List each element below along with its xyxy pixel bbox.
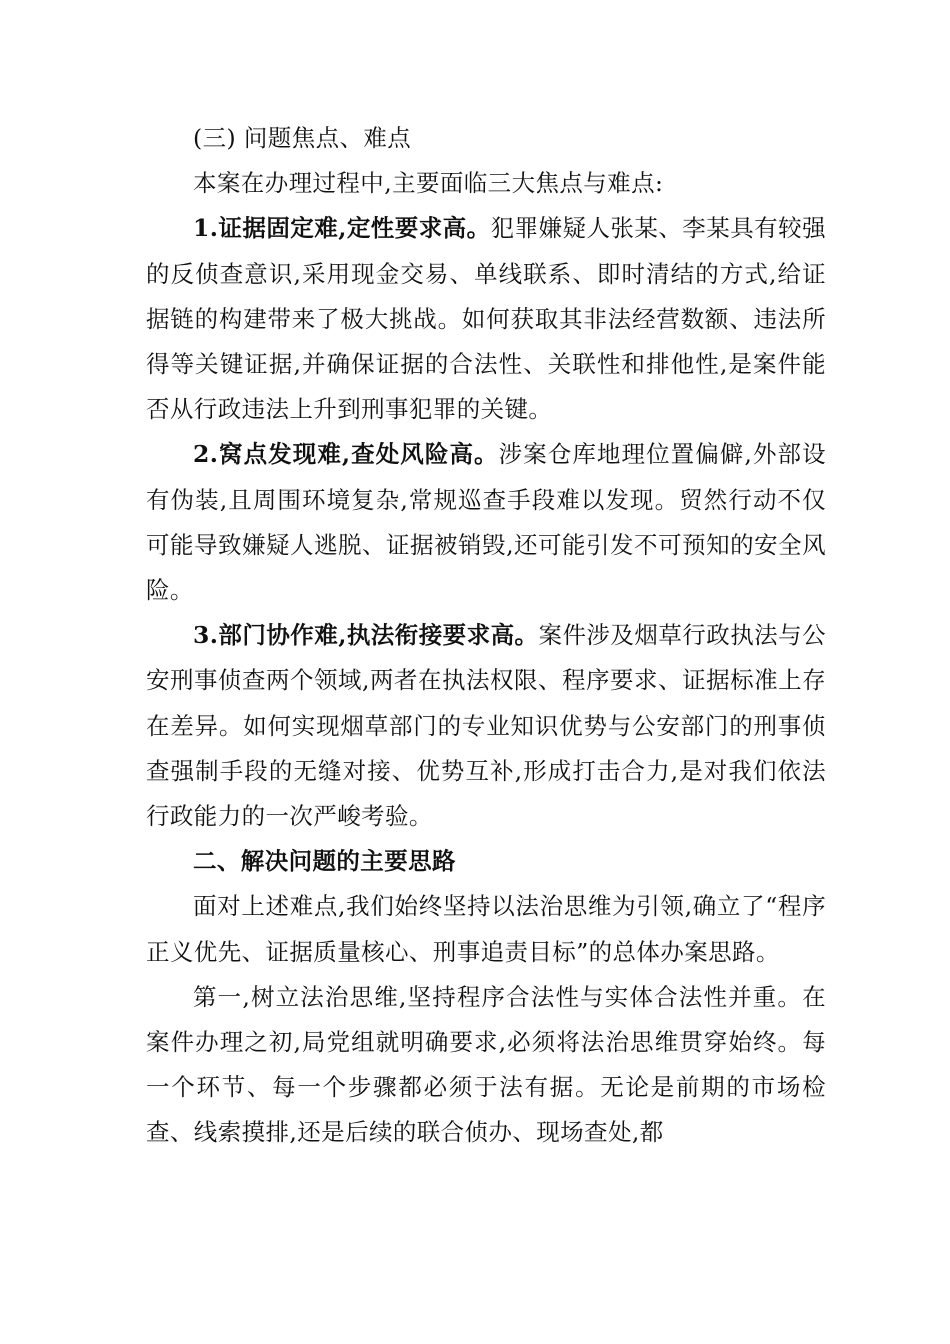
document-body	[146, 116, 826, 1156]
intro-paragraph: 本案在办理过程中,主要面临三大焦点与难点:	[193, 169, 664, 198]
point-paragraph-3	[146, 613, 826, 839]
point-body-2: 涉案仓库地理位置偏僻,外部设有伪装,且周围环境复杂,常规巡查手段难以发现。贸然行动不仅可能导致嫌疑人逃脱、证据被销毁,还可能引发不可预知的安全风险。	[146, 440, 826, 605]
point-paragraph-1	[146, 206, 826, 432]
point-paragraph-2	[146, 432, 826, 613]
section-heading: 二、解决问题的主要思路	[193, 847, 456, 876]
point-body-1: 犯罪嫌疑人张某、李某具有较强的反侦查意识,采用现金交易、单线联系、即时清结的方式,给证据链的构建带来了极大挑战。如何获取其非法经营数额、违法所得等关键证据,并确保证据的合法性、关联性和排他性,是案件能否从行政违法上升到刑事犯罪的关键。	[146, 214, 826, 424]
point-body-3: 案件涉及烟草行政执法与公安刑事侦查两个领域,两者在执法权限、程序要求、证据标准上存在差异。如何实现烟草部门的专业知识优势与公安部门的刑事侦查强制手段的无缝对接、优势互补,形成打击合力,是对我们依法行政能力的一次严峻考验。	[146, 621, 826, 831]
point-lead-2: 2.窝点发现难,查处风险高。	[193, 440, 499, 469]
point-lead-3: 3.部门协作难,执法衔接要求高。	[193, 621, 539, 650]
approach-paragraph: 面对上述难点,我们始终坚持以法治思维为引领,确立了“程序正义优先、证据质量核心、刑事追责目标”的总体办案思路。	[146, 892, 826, 966]
sub-heading: (三) 问题焦点、难点	[193, 124, 412, 152]
first-principle-paragraph: 第一,树立法治思维,坚持程序合法性与实体合法性并重。在案件办理之初,局党组就明确要求,必须将法治思维贯穿始终。每一个环节、每一个步骤都必须于法有据。无论是前期的市场检查、线索摸排,还是后续的联合侦办、现场查处,都	[146, 982, 826, 1147]
point-lead-1: 1.证据固定难,定性要求高。	[193, 214, 491, 243]
